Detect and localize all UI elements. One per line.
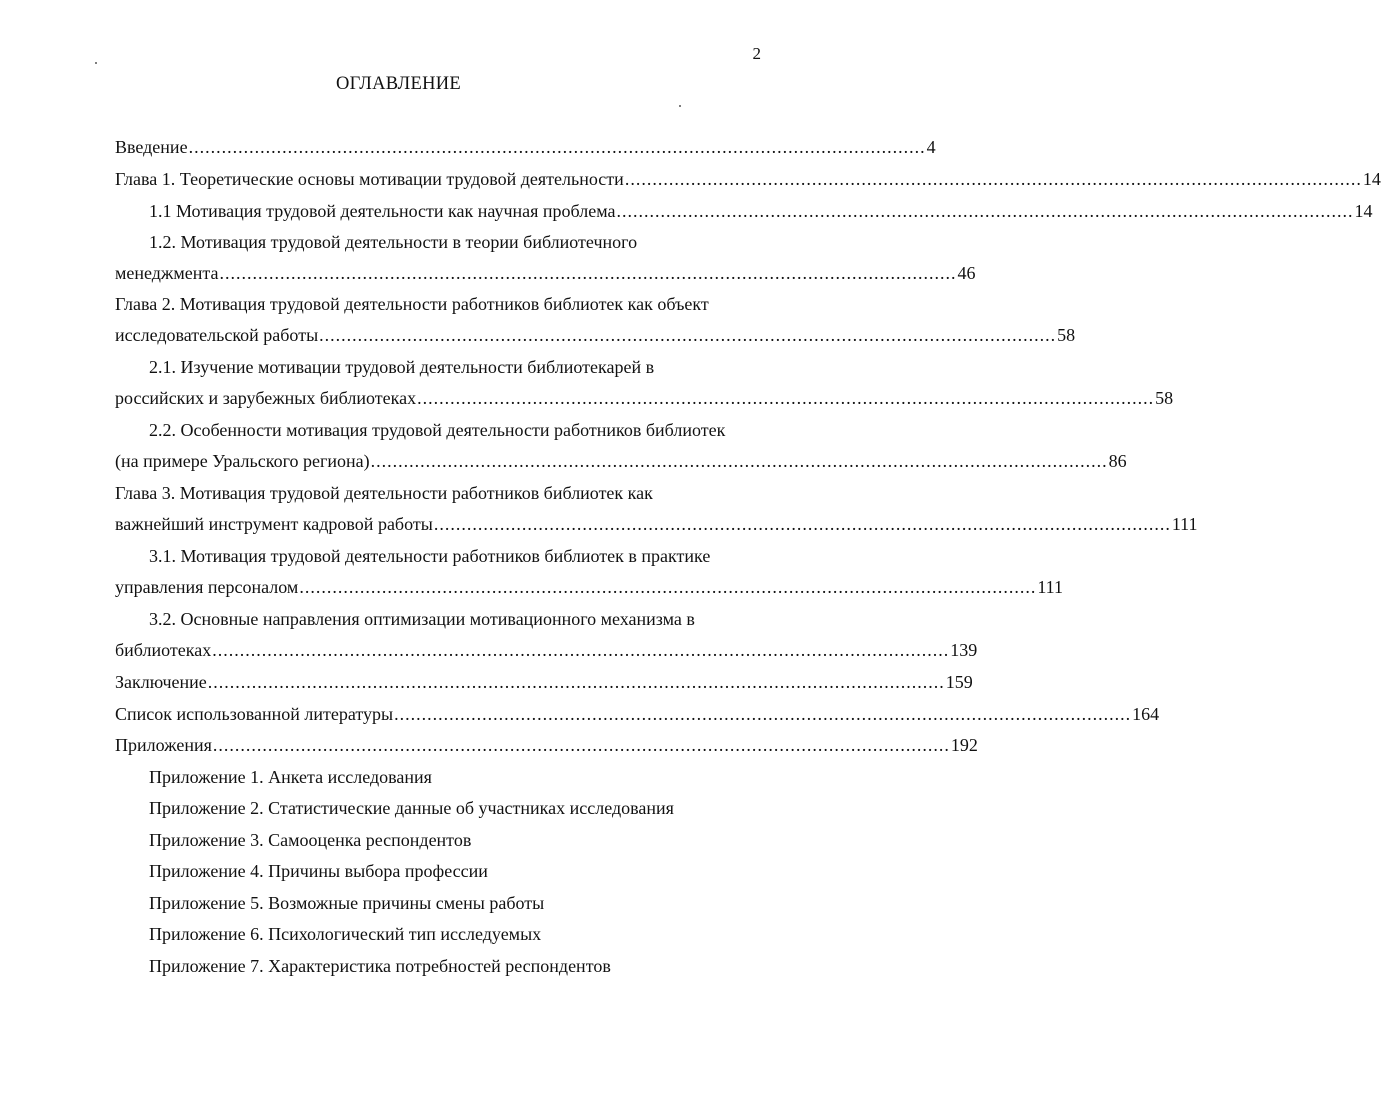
toc-entry-chapter-2[interactable] — [115, 322, 1076, 348]
toc-entry-chapter-2-line1[interactable]: Глава 2. Мотивация трудовой деятельности работников библиотек как объект — [115, 294, 709, 314]
toc-entry-section-2-1-line1[interactable]: 2.1. Изучение мотивации трудовой деятельности библиотекарей в — [149, 357, 655, 377]
toc-page-number: 14 — [1354, 201, 1373, 221]
leader-dots: ...................................................................................................................................... — [616, 201, 1354, 221]
toc-entry-text: управления персоналом — [115, 577, 299, 597]
toc-entry-text: Заключение — [115, 672, 207, 692]
leader-dots: ...................................................................................................................................... — [394, 704, 1132, 724]
appendix-item-6[interactable]: Приложение 6. Психологический тип исследуемых — [149, 924, 542, 944]
leader-dots: ...................................................................................................................................... — [219, 263, 957, 283]
page-number: 2 — [752, 44, 761, 63]
toc-entry-conclusion[interactable] — [115, 669, 973, 695]
leader-dots: ...................................................................................................................................... — [299, 577, 1037, 597]
appendix-item-5[interactable]: Приложение 5. Возможные причины смены работы — [149, 893, 545, 913]
appendix-item-2[interactable]: Приложение 2. Статистические данные об участниках исследования — [149, 798, 674, 818]
toc-page-number: 159 — [945, 672, 973, 692]
toc-entry-references[interactable] — [115, 701, 1160, 727]
leader-dots: ...................................................................................................................................... — [417, 388, 1155, 408]
toc-entry-text: Список использованной литературы — [115, 704, 394, 724]
toc-entry-section-3-1-line1[interactable]: 3.1. Мотивация трудовой деятельности работников библиотек в практике — [149, 546, 711, 566]
leader-dots: ...................................................................................................................................... — [624, 169, 1362, 189]
appendix-item-4[interactable]: Приложение 4. Причины выбора профессии — [149, 861, 488, 881]
toc-entry-section-1-2-line1[interactable]: 1.2. Мотивация трудовой деятельности в теории библиотечного — [149, 232, 638, 252]
toc-entry-text: (на примере Уральского региона) — [115, 451, 370, 471]
toc-entry-text: 1.1 Мотивация трудовой деятельности как научная проблема — [149, 201, 616, 221]
leader-dots: ...................................................................................................................................... — [212, 735, 950, 755]
toc-entry-chapter-3-line1[interactable]: Глава 3. Мотивация трудовой деятельности работников библиотек как — [115, 483, 653, 503]
toc-entry-text: библиотеках — [115, 640, 212, 660]
toc-entry-section-1-2[interactable] — [115, 260, 976, 286]
toc-entry-section-3-2[interactable] — [115, 637, 978, 663]
toc-entry-text: исследовательской работы — [115, 325, 319, 345]
toc-entry-text: российских и зарубежных библиотеках — [115, 388, 417, 408]
leader-dots: ...................................................................................................................................... — [433, 514, 1171, 534]
toc-page-number: 111 — [1171, 514, 1198, 534]
leader-dots: ...................................................................................................................................... — [207, 672, 945, 692]
toc-entry-chapter-3[interactable] — [115, 511, 1198, 537]
toc-page-number: 14 — [1362, 169, 1381, 189]
toc-entry-section-3-2-line1[interactable]: 3.2. Основные направления оптимизации мотивационного механизма в — [149, 609, 695, 629]
toc-page-number: 86 — [1108, 451, 1127, 471]
toc-entry-text: важнейший инструмент кадровой работы — [115, 514, 433, 534]
toc-entry-section-2-2[interactable] — [115, 448, 1127, 474]
toc-entry-text: Приложения — [115, 735, 212, 755]
page-title: ОГЛАВЛЕНИЕ — [335, 74, 462, 94]
toc-page-number: 46 — [957, 263, 976, 283]
toc-entry-section-2-1[interactable] — [115, 385, 1174, 411]
toc-entry-chapter-1[interactable] — [115, 166, 1381, 192]
toc-entry-section-1-1[interactable] — [149, 198, 1373, 224]
leader-dots: ...................................................................................................................................... — [319, 325, 1057, 345]
appendix-item-3[interactable]: Приложение 3. Самооценка респондентов — [149, 830, 472, 850]
toc-entry-section-2-2-line1[interactable]: 2.2. Особенности мотивация трудовой деятельности работников библиотек — [149, 420, 726, 440]
toc-page-number: 58 — [1155, 388, 1174, 408]
appendix-item-1[interactable]: Приложение 1. Анкета исследования — [149, 767, 432, 787]
toc-entry-text: менеджмента — [115, 263, 219, 283]
toc-page-number: 4 — [926, 137, 936, 157]
leader-dots: ...................................................................................................................................... — [212, 640, 950, 660]
leader-dots: ...................................................................................................................................... — [188, 137, 926, 157]
toc-page-number: 164 — [1132, 704, 1160, 724]
toc-entry-text: Введение — [115, 137, 188, 157]
toc-entry-intro[interactable] — [115, 134, 936, 160]
appendix-item-7[interactable]: Приложение 7. Характеристика потребностей респондентов — [149, 956, 611, 976]
toc-page-number: 111 — [1037, 577, 1063, 597]
toc-page-number: 192 — [950, 735, 978, 755]
toc-entry-appendices[interactable] — [115, 732, 978, 758]
toc-page-number: 58 — [1057, 325, 1076, 345]
leader-dots: ...................................................................................................................................... — [370, 451, 1108, 471]
toc-entry-section-3-1[interactable] — [115, 574, 1063, 600]
toc-page-number: 139 — [950, 640, 978, 660]
toc-entry-text: Глава 1. Теоретические основы мотивации трудовой деятельности — [115, 169, 624, 189]
